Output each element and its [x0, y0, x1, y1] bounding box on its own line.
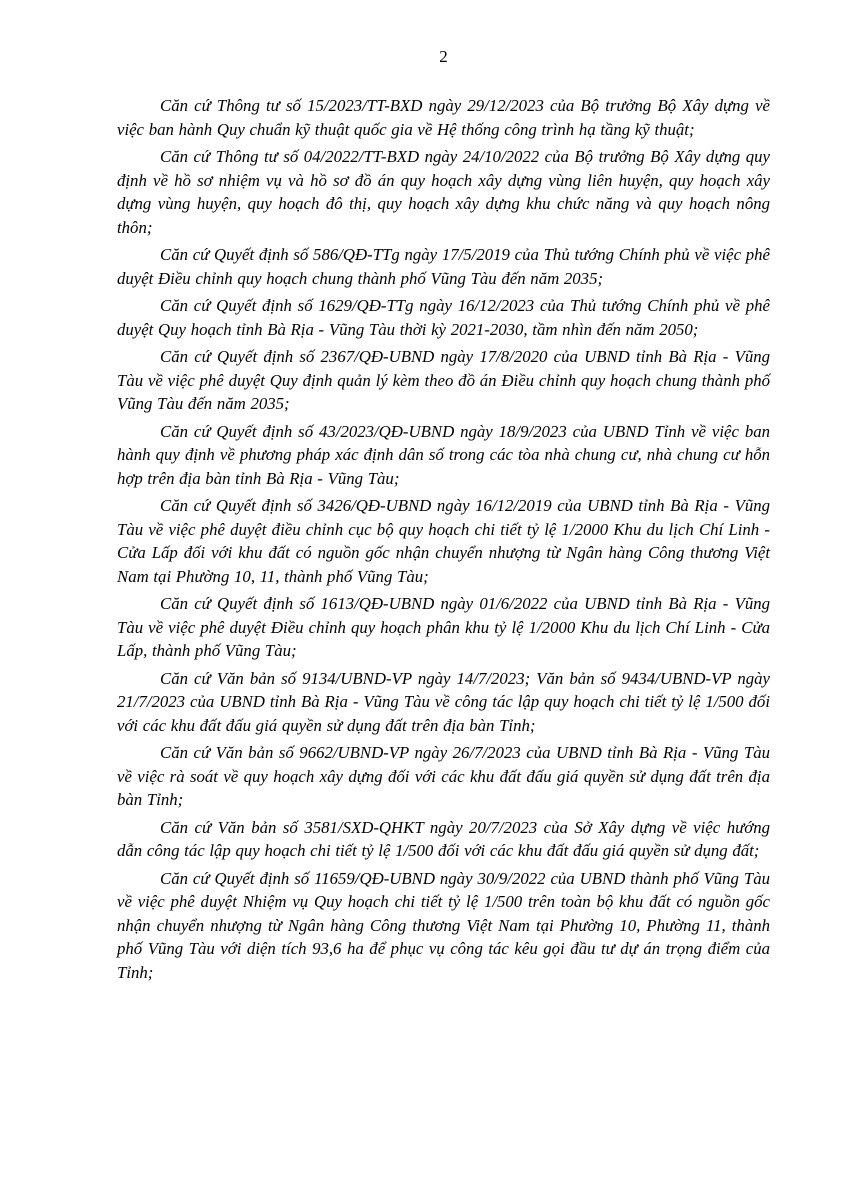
legal-basis-paragraph: Căn cứ Quyết định số 2367/QĐ-UBND ngày 17/8/2020 của UBND tỉnh Bà Rịa - Vũng Tàu về việc phê duyệt Quy định quản lý kèm theo đồ án Điều chỉnh quy hoạch chung thành phố Vũng Tàu đến năm 2035;	[117, 347, 770, 413]
legal-basis-paragraph: Căn cứ Quyết định số 43/2023/QĐ-UBND ngày 18/9/2023 của UBND Tỉnh về việc ban hành quy định về phương pháp xác định dân số trong các tòa nhà chung cư, nhà chung cư hỗn hợp trên địa bàn tỉnh Bà Rịa - Vũng Tàu;	[117, 421, 770, 488]
page-number: 2	[439, 47, 448, 66]
legal-basis-paragraph: Căn cứ Quyết định số 1613/QĐ-UBND ngày 01/6/2022 của UBND tỉnh Bà Rịa - Vũng Tàu về việc phê duyệt Điều chỉnh quy hoạch phân khu tỷ lệ 1/2000 Khu du lịch Chí Linh - Cửa Lấp, thành phố Vũng Tàu;	[117, 594, 770, 660]
legal-basis-paragraph: Căn cứ Quyết định số 586/QĐ-TTg ngày 17/5/2019 của Thủ tướng Chính phủ về việc phê duyệt Điều chỉnh quy hoạch chung thành phố Vũng Tàu đến năm 2035;	[117, 245, 770, 288]
legal-basis-paragraph: Căn cứ Văn bản số 9662/UBND-VP ngày 26/7/2023 của UBND tỉnh Bà Rịa - Vũng Tàu về việc rà soát về quy hoạch xây dựng đối với các khu đất đấu giá quyền sử dụng đất trên địa bàn Tỉnh;	[117, 743, 770, 809]
legal-basis-paragraph: Căn cứ Văn bản số 3581/SXD-QHKT ngày 20/7/2023 của Sở Xây dựng về việc hướng dẫn công tác lập quy hoạch chi tiết tỷ lệ 1/500 đối với các khu đất đấu giá quyền sử dụng đất;	[117, 817, 770, 860]
legal-basis-paragraph: Căn cứ Quyết định số 1629/QĐ-TTg ngày 16/12/2023 của Thủ tướng Chính phủ về phê duyệt Quy hoạch tỉnh Bà Rịa - Vũng Tàu thời kỳ 2021-2030, tầm nhìn đến năm 2050;	[117, 296, 770, 339]
legal-basis-paragraph: Căn cứ Văn bản số 9134/UBND-VP ngày 14/7/2023; Văn bản số 9434/UBND-VP ngày 21/7/2023 của UBND tỉnh Bà Rịa - Vũng Tàu về công tác lập quy hoạch chi tiết tỷ lệ 1/500 đối với các khu đất đấu giá quyền sử dụng đất trên địa bàn Tỉnh;	[117, 668, 770, 735]
legal-basis-paragraph: Căn cứ Thông tư số 15/2023/TT-BXD ngày 29/12/2023 của Bộ trưởng Bộ Xây dựng về việc ban hành Quy chuẩn kỹ thuật quốc gia về Hệ thống công trình hạ tầng kỹ thuật;	[117, 96, 770, 139]
legal-basis-paragraph: Căn cứ Thông tư số 04/2022/TT-BXD ngày 24/10/2022 của Bộ trưởng Bộ Xây dựng quy định về hồ sơ nhiệm vụ và hồ sơ đồ án quy hoạch xây dựng vùng liên huyện, quy hoạch xây dựng vùng huyện, quy hoạch đô thị, quy hoạch xây dựng khu chức năng và quy hoạch nông thôn;	[117, 147, 770, 237]
legal-basis-paragraph: Căn cứ Quyết định số 11659/QĐ-UBND ngày 30/9/2022 của UBND thành phố Vũng Tàu về việc phê duyệt Nhiệm vụ Quy hoạch chi tiết tỷ lệ 1/500 trên toàn bộ khu đất có nguồn gốc nhận chuyển nhượng từ Ngân hàng Công thương Việt Nam tại Phường 10, Phường 11, thành phố Vũng Tàu với diện tích 93,6 ha để phục vụ công tác kêu gọi đầu tư dự án trọng điểm của Tỉnh;	[117, 868, 770, 982]
legal-basis-paragraph: Căn cứ Quyết định số 3426/QĐ-UBND ngày 16/12/2019 của UBND tỉnh Bà Rịa - Vũng Tàu về việc phê duyệt điều chỉnh cục bộ quy hoạch chi tiết tỷ lệ 1/2000 Khu du lịch Chí Linh - Cửa Lấp đối với khu đất có nguồn gốc nhận chuyển nhượng từ Ngân hàng Công thương Việt Nam tại Phường 10, 11, thành phố Vũng Tàu;	[117, 496, 770, 586]
document-body	[117, 94, 770, 984]
